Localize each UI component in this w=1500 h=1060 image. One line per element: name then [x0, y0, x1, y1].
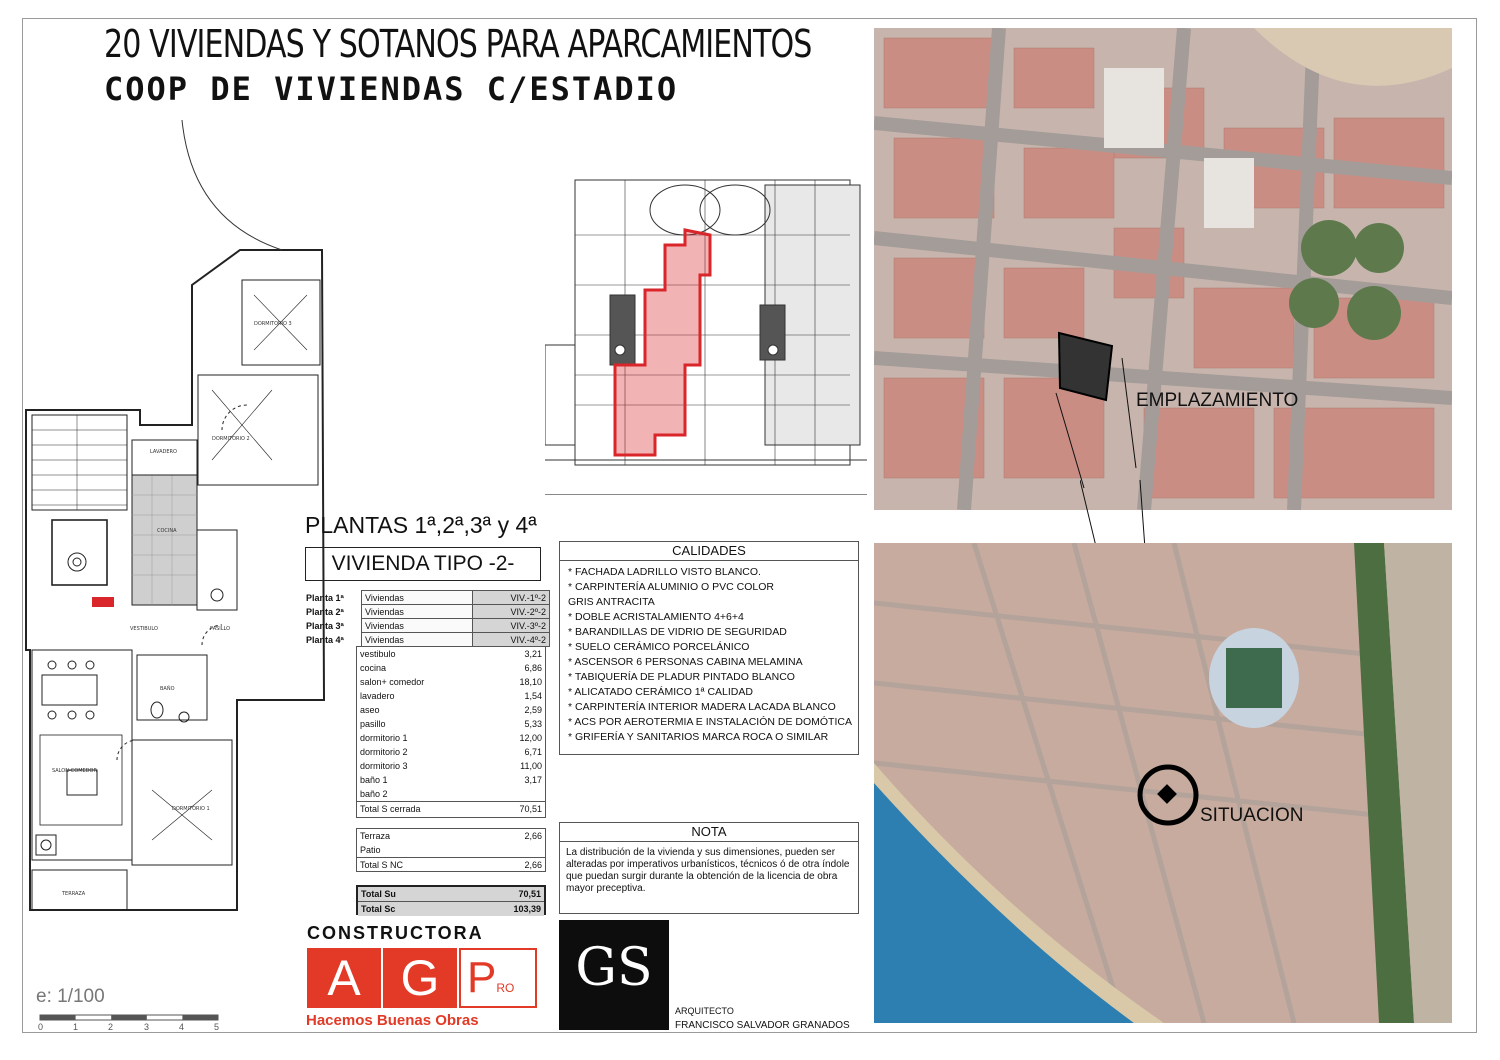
- scale-tick: 4: [179, 1022, 185, 1032]
- constructora-label: CONSTRUCTORA: [307, 923, 484, 943]
- table-row: [358, 887, 544, 901]
- total-value: 70,51: [519, 804, 542, 814]
- scale-label: e: 1/100: [36, 986, 105, 1007]
- room-area: 12,00: [519, 733, 542, 743]
- room-name: salon+ comedor: [360, 677, 425, 687]
- scale-tick: 1: [73, 1022, 79, 1032]
- list-item: * ASCENSOR 6 PERSONAS CABINA MELAMINA: [568, 656, 803, 668]
- table-row: [303, 619, 550, 633]
- room-area: 18,10: [519, 677, 542, 687]
- table-row: [303, 605, 550, 619]
- planta-label: Planta 4ª: [306, 634, 344, 645]
- room-label-dormitorio2: DORMITORIO 2: [212, 436, 250, 442]
- agp-logo-a: A: [307, 948, 381, 1008]
- vivienda-tipo-box: VIVIENDA TIPO -2-: [305, 547, 541, 581]
- table-row: [357, 829, 545, 843]
- table-row: [357, 787, 545, 801]
- nota-box: [559, 822, 859, 914]
- highlight-marker: [92, 597, 114, 607]
- emplazamiento-aerial-map: [874, 28, 1452, 510]
- calidades-box: [559, 541, 859, 755]
- table-row: [357, 717, 545, 731]
- agp-logo-g: G: [383, 948, 457, 1008]
- table-row: [357, 689, 545, 703]
- table-row: [357, 843, 545, 857]
- room-area: 2,59: [524, 705, 542, 715]
- section-title: PLANTAS 1ª,2ª,3ª y 4ª: [305, 512, 537, 538]
- list-item: GRIS ANTRACITA: [568, 596, 655, 608]
- room-label-bano: BAÑO: [160, 686, 175, 692]
- totales-table: [356, 885, 546, 915]
- room-name: baño 1: [360, 775, 388, 785]
- situacion-label: SITUACION: [1200, 805, 1304, 826]
- project-subtitle: COOP DE VIVIENDAS C/ESTADIO: [104, 70, 679, 108]
- total-value: 103,39: [513, 904, 541, 914]
- planta-label: Planta 1ª: [306, 592, 344, 603]
- planta-uso: Viviendas: [362, 591, 473, 605]
- room-area: 11,00: [520, 761, 542, 771]
- list-item: * ACS POR AEROTERMIA E INSTALACIÓN DE DOMÓTICA: [568, 716, 852, 728]
- room-area: 6,86: [524, 663, 542, 673]
- ext-name: Terraza: [360, 831, 391, 841]
- architect-logo: [559, 920, 669, 1030]
- total-row: [357, 801, 545, 816]
- agp-logo-p: P: [467, 953, 497, 1002]
- table-row: [357, 647, 545, 661]
- planta-codigo: VIV.-2º-2: [473, 605, 550, 619]
- agp-logo-pro: [459, 948, 537, 1008]
- room-area: 1,54: [524, 691, 542, 701]
- room-area: 5,33: [524, 719, 542, 729]
- scale-tick: 3: [144, 1022, 150, 1032]
- table-row: [357, 773, 545, 787]
- planta-uso: Viviendas: [362, 633, 473, 647]
- planta-uso: Viviendas: [362, 619, 473, 633]
- room-label-terraza: TERRAZA: [62, 891, 86, 897]
- room-label-lavadero: LAVADERO: [150, 449, 177, 455]
- nota-text: La distribución de la vivienda y sus dimensiones, pueden ser alteradas por imperativos urbanísticos, técnicos ó de otra índole que puedan surgir durante la obtención de la licencia de obra mayor preceptiva.: [566, 847, 850, 894]
- scale-ticks: [36, 1022, 236, 1034]
- architect-name: FRANCISCO SALVADOR GRANADOS: [675, 1020, 850, 1031]
- room-name: dormitorio 3: [360, 761, 408, 771]
- situacion-aerial-map: [874, 543, 1452, 1023]
- planta-label: Planta 3ª: [306, 620, 344, 631]
- table-row: [357, 703, 545, 717]
- total-value: 70,51: [518, 889, 541, 899]
- divider: [545, 494, 867, 495]
- table-row: [357, 661, 545, 675]
- room-name: pasillo: [360, 719, 386, 729]
- table-row: [357, 745, 545, 759]
- table-row: [303, 633, 550, 647]
- list-item: * ALICATADO CERÁMICO 1ª CALIDAD: [568, 686, 753, 698]
- nota-title: NOTA: [560, 823, 858, 842]
- room-name: vestibulo: [360, 649, 396, 659]
- planta-uso: Viviendas: [362, 605, 473, 619]
- table-row: [358, 901, 544, 916]
- total-label: Total Sc: [361, 904, 396, 914]
- planta-codigo: VIV.-3º-2: [473, 619, 550, 633]
- calidades-title: CALIDADES: [560, 542, 858, 561]
- total-label: Total S cerrada: [360, 804, 421, 814]
- room-label-dormitorio3: DORMITORIO 3: [254, 321, 292, 327]
- table-row: [357, 731, 545, 745]
- planta-codigo: VIV.-1º-2: [473, 591, 550, 605]
- building-key-plan: [545, 175, 867, 475]
- room-label-cocina: COCINA: [157, 528, 177, 534]
- room-name: baño 2: [360, 789, 388, 799]
- room-label-dormitorio1: DORMITORIO 1: [172, 806, 210, 812]
- list-item: * GRIFERÍA Y SANITARIOS MARCA ROCA O SIMILAR: [568, 731, 829, 743]
- list-item: * FACHADA LADRILLO VISTO BLANCO.: [568, 566, 761, 578]
- constructora-slogan: Hacemos Buenas Obras: [306, 1012, 479, 1029]
- room-name: dormitorio 1: [360, 733, 408, 743]
- apartment-floor-plan: [22, 120, 340, 915]
- table-row: [357, 675, 545, 689]
- scale-tick: 0: [38, 1022, 44, 1032]
- room-name: dormitorio 2: [360, 747, 408, 757]
- ext-area: 2,66: [524, 831, 542, 841]
- site-marker: [1059, 333, 1112, 400]
- architect-label: ARQUITECTO: [675, 1006, 734, 1016]
- planta-label: Planta 2ª: [306, 606, 344, 617]
- table-row: [303, 591, 550, 605]
- list-item: * CARPINTERÍA INTERIOR MADERA LACADA BLANCO: [568, 701, 836, 713]
- ext-name: Patio: [360, 845, 381, 855]
- list-item: * TABIQUERÍA DE PLADUR PINTADO BLANCO: [568, 671, 795, 683]
- total-label: Total S NC: [360, 860, 404, 870]
- total-label: Total Su: [361, 889, 396, 899]
- agp-logo-ro: RO: [496, 981, 515, 995]
- scale-tick: 2: [108, 1022, 114, 1032]
- table-row: [357, 759, 545, 773]
- emplazamiento-label: EMPLAZAMIENTO: [1136, 390, 1299, 411]
- room-name: lavadero: [360, 691, 395, 701]
- room-area: 3,17: [524, 775, 542, 785]
- project-title: 20 VIVIENDAS Y SOTANOS PARA APARCAMIENTOS: [104, 22, 812, 66]
- room-area: 3,21: [524, 649, 542, 659]
- list-item: * BARANDILLAS DE VIDRIO DE SEGURIDAD: [568, 626, 787, 638]
- calidades-list: [560, 565, 858, 745]
- room-label-vestibulo: VESTIBULO: [130, 626, 158, 632]
- list-item: * DOBLE ACRISTALAMIENTO 4+6+4: [568, 611, 744, 623]
- scale-tick: 5: [214, 1022, 220, 1032]
- exteriores-table: [356, 828, 546, 872]
- list-item: * SUELO CERÁMICO PORCELÁNICO: [568, 641, 750, 653]
- room-label-pasillo: PASILLO: [210, 626, 231, 632]
- total-row: [357, 857, 545, 872]
- total-value: 2,66: [524, 860, 542, 870]
- room-name: cocina: [360, 663, 387, 673]
- room-area: 6,71: [524, 747, 542, 757]
- superficies-table: [356, 646, 546, 818]
- planta-codigo: VIV.-4º-2: [473, 633, 550, 647]
- plantas-table: [303, 590, 550, 647]
- room-name: aseo: [360, 705, 380, 715]
- room-label-salon: SALON-COMEDOR: [52, 768, 97, 774]
- list-item: * CARPINTERÍA ALUMINIO O PVC COLOR: [568, 581, 774, 593]
- architect-logo-text: GS: [575, 938, 653, 998]
